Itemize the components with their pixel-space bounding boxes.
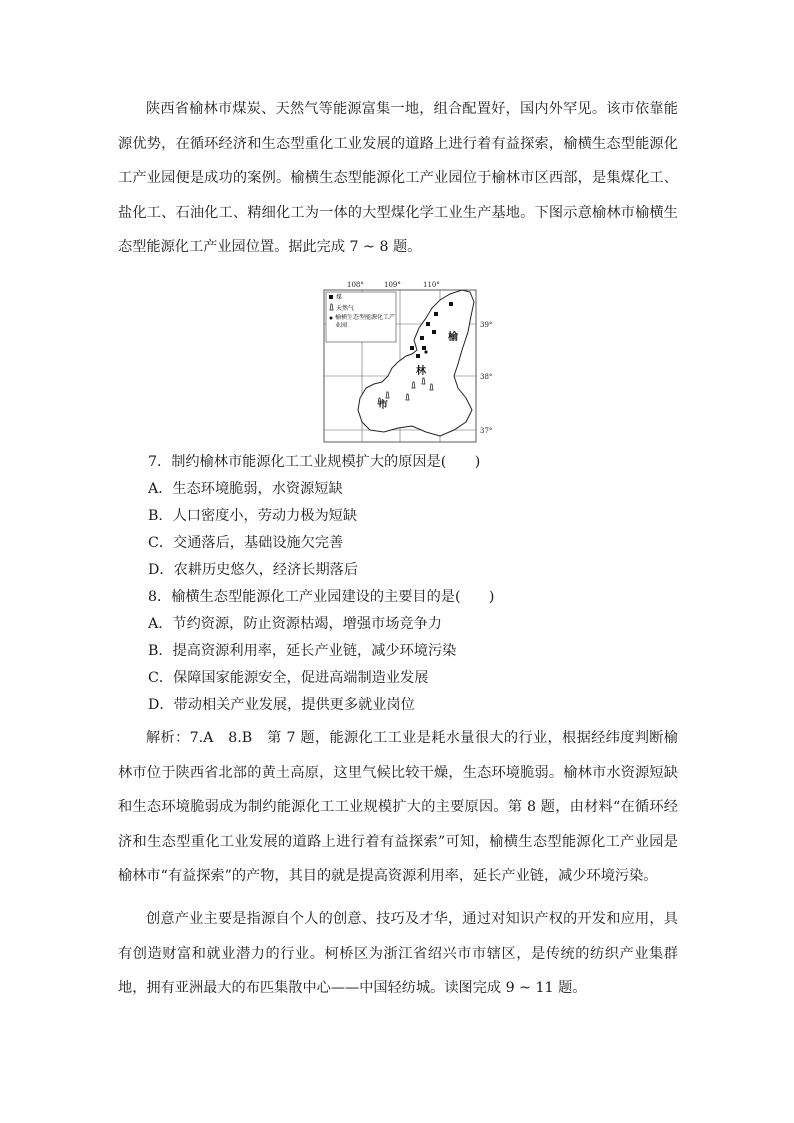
- question-8: [148, 584, 494, 719]
- lat-label-38: 38°: [480, 373, 493, 381]
- lat-label-39: 39°: [480, 321, 493, 329]
- park-legend-label: 榆横生态型能源化工产业园: [335, 314, 395, 329]
- gas-legend-label: 天然气: [336, 305, 355, 312]
- coal-marker: [434, 312, 438, 316]
- question-7-option-c: C．交通落后，基础设施欠完善: [148, 535, 344, 551]
- lon-label-109: 109°: [384, 281, 401, 289]
- intro-paragraph-2: 创意产业主要是指源自个人的创意、技巧及才华，通过对知识产权的开发和应用，具有创造财富和就业潜力的行业。柯桥区为浙江省绍兴市市辖区，是传统的纺织产业集群地，拥有亚洲最大的布匹集散中心——中国轻纺城。读图完成 9 ~ 11 题。: [118, 911, 678, 996]
- question-8-stem: 8．榆横生态型能源化工产业园建设的主要目的是( ): [148, 589, 495, 605]
- lat-label-37: 37°: [480, 427, 493, 435]
- yulin-location-map: [322, 280, 498, 444]
- coal-legend-icon: [329, 295, 333, 299]
- lon-label-108: 108°: [347, 281, 364, 289]
- question-8-option-a: A．节约资源，防止资源枯竭，增强市场竞争力: [148, 616, 442, 632]
- question-7-option-d: D．农耕历史悠久，经济长期落后: [148, 562, 359, 578]
- region-label: 榆 林 市: [378, 332, 458, 411]
- question-7-option-b: B．人口密度小，劳动力极为短缺: [148, 508, 358, 524]
- question-8-option-c: C．保障国家能源安全，促进高端制造业发展: [148, 670, 429, 686]
- park-legend-icon: [330, 317, 333, 320]
- intro-paragraph: 陕西省榆林市煤炭、天然气等能源富集一地，组合配置好，国内外罕见。该市依靠能源优势，在循环经济和生态型重化工业发展的道路上进行着有益探索，榆横生态型能源化工产业园便是成功的案例。榆横生态型能源化工产业园位于榆林市区西部，是集煤化工、盐化工、石油化工、精细化工为一体的大型煤化学工业生产基地。下图示意榆林市榆横生态型能源化工产业园位置。据此完成 7 ~ 8 题。: [118, 101, 678, 255]
- coal-marker: [449, 302, 453, 306]
- question-8-option-d: D．带动相关产业发展，提供更多就业岗位: [148, 697, 415, 713]
- lon-label-110: 110°: [423, 281, 440, 289]
- analysis-paragraph: 解析：7.A 8.B 第 7 题，能源化工工业是耗水量很大的行业，根据经纬度判断榆林市位于陕西省北部的黄土高原，这里气候比较干燥，生态环境脆弱。榆林市水资源短缺和生态环境脆弱成为制约能源化工工业规模扩大的主要原因。第 8 题，由材料“在循环经济和生态型重化工业发展的道路上进行着有益探索”可知，榆横生态型能源化工产业园是榆林市“有益探索”的产物，其目的就是提高资源利用率，延长产业链，减少环境污染。: [118, 730, 678, 884]
- question-7-stem: 7．制约榆林市能源化工工业规模扩大的原因是( ): [148, 454, 481, 470]
- question-8-option-b: B．提高资源利用率，延长产业链，减少环境污染: [148, 643, 457, 659]
- question-7-option-a: A．生态环境脆弱，水资源短缺: [148, 481, 343, 497]
- coal-legend-label: 煤: [336, 294, 343, 301]
- question-7: [148, 449, 480, 584]
